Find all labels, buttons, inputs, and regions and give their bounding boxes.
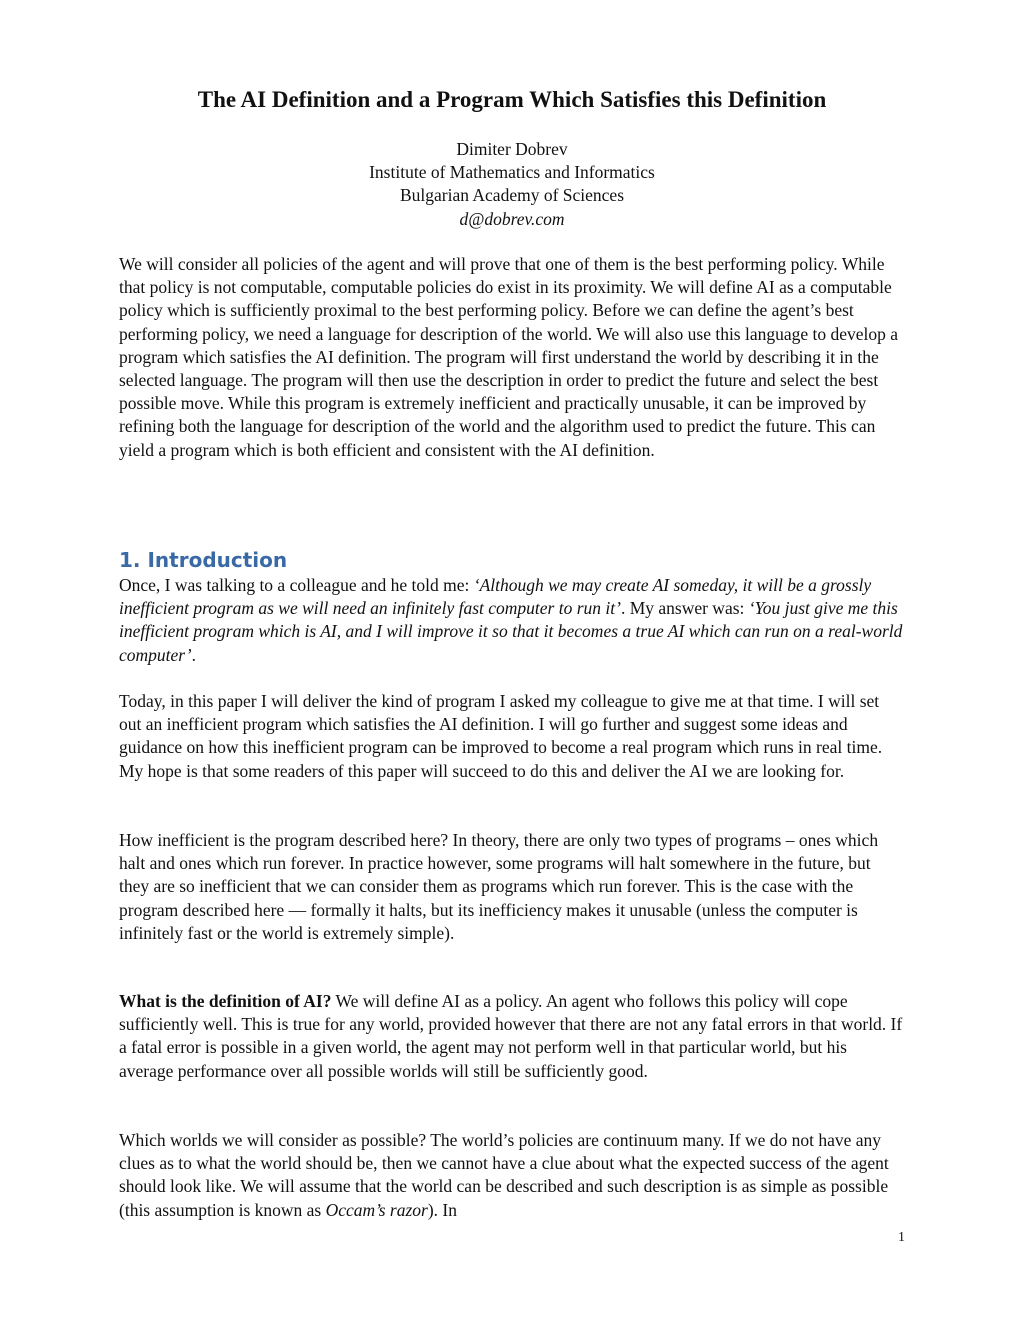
- intro-p1-lead: Once, I was talking to a colleague and he told me:: [119, 575, 474, 595]
- intro-p3-text: How inefficient is the program described here? In theory, there are only two types of programs – ones which halt and ones which run forever. In practice however, some programs will halt somewhere in the future, but they are so inefficient that we can consider them as programs which run forever. This is the case with the program described here — formally it halts, but its inefficiency makes it unusable (unless the computer is infinitely fast or the world is extremely simple).: [119, 830, 879, 943]
- intro-p1-quote-1: ‘Although we may create AI someday, it will be a grossly inefficient program as we will need an infinitely fast computer to run it’: [119, 575, 872, 619]
- intro-paragraph-3: [119, 829, 905, 945]
- section-heading-introduction: 1. Introduction: [119, 548, 288, 572]
- intro-paragraph-1: [119, 574, 905, 667]
- author-academy: Bulgarian Academy of Sciences: [399, 185, 625, 206]
- author-email: d@dobrev.com: [459, 208, 565, 229]
- intro-p4-bold-lead: What is the definition of AI?: [119, 991, 332, 1011]
- paper-title: The AI Definition and a Program Which Satisfies this Definition: [197, 87, 827, 112]
- abstract-text: We will consider all policies of the agent and will prove that one of them is the best performing policy. While that policy is not computable, computable policies do exist in its proximity. We will define AI as a computable policy which is sufficiently proximal to the best performing policy. Before we can define the agent’s best performing policy, we need a language for description of the world. We will also use this language to develop a program which satisfies the AI definition. The program will first understand the world by describing it in the selected language. The program will then use the description in order to predict the future and select the best possible move. While this program is extremely inefficient and practically unusable, it can be improved by refining both the language for description of the world and the algorithm used to predict the future. This can yield a program which is both efficient and consistent with the AI definition.: [119, 254, 899, 460]
- intro-p1-mid: . My answer was:: [620, 598, 749, 619]
- intro-p5-italic: Occam’s razor: [325, 1199, 428, 1220]
- intro-p4-rest: We will define AI as a policy. An agent who follows this policy will cope sufficiently well. This is true for any world, provided however that there are not any fatal errors in that world. If a fatal error is possible in a given world, the agent may not perform well in that particular world, but his average performance over all possible worlds will still be sufficiently good.: [119, 991, 903, 1081]
- intro-p5-lead: Which worlds we will consider as possible? The world’s policies are continuum many. If we do not have any clues as to what the world should be, then we cannot have a clue about what the expected success of the agent should look like. We will assume that the world can be described and such description is as simple as possible (this assumption is known as: [119, 1130, 889, 1220]
- intro-p1-end: .: [191, 644, 196, 665]
- intro-p5-end: ). In: [427, 1199, 458, 1220]
- intro-p2-text: Today, in this paper I will deliver the kind of program I asked my colleague to give me at that time. I will set out an inefficient program which satisfies the AI definition. I will go further and suggest some ideas and guidance on how this inefficient program can be improved to become a real program which runs in real time. My hope is that some readers of this paper will succeed to do this and deliver the AI we are looking for.: [119, 691, 883, 781]
- intro-p1-quote-2: ‘You just give me this inefficient program which is AI, and I will improve it so that it becomes a true AI which can run on a real-world computer’: [119, 598, 903, 665]
- author-block: [0, 138, 1024, 231]
- intro-paragraph-5: [119, 1129, 905, 1222]
- intro-paragraph-2: [119, 690, 905, 783]
- author-name: Dimiter Dobrev: [456, 139, 568, 159]
- abstract: [119, 253, 905, 462]
- intro-paragraph-4: [119, 990, 905, 1083]
- page-number: 1: [898, 1230, 905, 1245]
- author-institute: Institute of Mathematics and Informatics: [369, 162, 655, 183]
